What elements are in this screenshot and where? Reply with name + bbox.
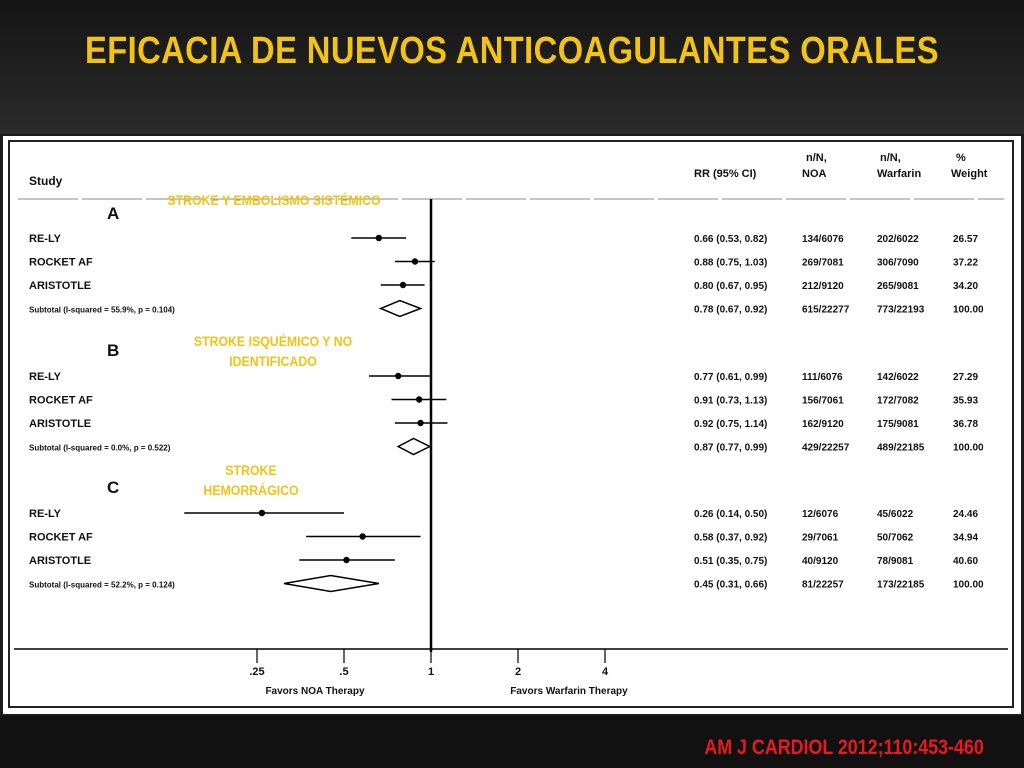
study-label: ARISTOTLE — [29, 280, 92, 292]
study-label: ARISTOTLE — [29, 418, 92, 430]
x-tick-label: 2 — [514, 666, 522, 678]
study-label: RE-LY — [29, 371, 61, 383]
noa-value: 29/7061 — [802, 532, 839, 544]
weight-value: 26.57 — [953, 234, 979, 245]
warfarin-value: 173/22185 — [877, 579, 925, 591]
rr-value: 0.58 (0.37, 0.92) — [694, 532, 768, 544]
weight-value: 100.00 — [953, 304, 984, 316]
overlay-label-b: STROKE ISQUÉMICO Y NO IDENTIFICADO — [193, 333, 353, 369]
weight-value: 37.22 — [953, 257, 979, 269]
header-study: Study — [29, 174, 63, 188]
weight-value: 36.78 — [953, 419, 979, 430]
header-noa-line1: n/N, — [806, 152, 827, 164]
subtotal-diamond — [284, 576, 379, 592]
subtotal-label: Subtotal (I-squared = 0.0%, p = 0.522) — [29, 443, 171, 453]
axis-caption-left: Favors NOA Therapy — [265, 686, 365, 697]
warfarin-value: 45/6022 — [877, 509, 914, 520]
point-estimate — [259, 510, 265, 516]
warfarin-value: 306/7090 — [877, 257, 919, 269]
warfarin-value: 489/22185 — [877, 442, 925, 454]
point-estimate — [395, 373, 401, 379]
noa-value: 162/9120 — [802, 419, 844, 430]
point-estimate — [359, 533, 365, 539]
study-label: RE-LY — [29, 508, 61, 520]
point-estimate — [343, 557, 349, 563]
rr-value: 0.51 (0.35, 0.75) — [694, 556, 768, 567]
weight-value: 40.60 — [953, 556, 979, 567]
point-estimate — [400, 282, 406, 288]
rr-value: 0.80 (0.67, 0.95) — [694, 281, 768, 292]
rr-value: 0.77 (0.61, 0.99) — [694, 372, 768, 383]
weight-value: 100.00 — [953, 442, 984, 454]
group-label-c: C — [107, 478, 120, 497]
rr-value: 0.26 (0.14, 0.50) — [694, 509, 768, 520]
noa-value: 12/6076 — [802, 509, 839, 520]
rr-value: 0.88 (0.75, 1.03) — [694, 257, 768, 269]
warfarin-value: 202/6022 — [877, 234, 919, 245]
subtotal-label: Subtotal (I-squared = 55.9%, p = 0.104) — [29, 305, 175, 315]
warfarin-value: 78/9081 — [877, 556, 914, 567]
header-warfarin-line1: n/N, — [880, 152, 901, 164]
rr-value: 0.66 (0.53, 0.82) — [694, 234, 768, 245]
header-weight-line2: Weight — [951, 168, 988, 180]
warfarin-value: 50/7062 — [877, 532, 914, 544]
group-label-b: B — [107, 341, 120, 360]
noa-value: 111/6076 — [802, 372, 843, 383]
study-label: ARISTOTLE — [29, 555, 92, 567]
citation: AM J CARDIOL 2012;110:453-460 — [704, 736, 984, 759]
rr-value: 0.87 (0.77, 0.99) — [694, 442, 768, 454]
weight-value: 34.20 — [953, 281, 979, 292]
study-label: RE-LY — [29, 233, 61, 245]
noa-value: 40/9120 — [802, 556, 839, 567]
subtotal-diamond — [381, 301, 421, 317]
study-label: ROCKET AF — [29, 531, 93, 544]
weight-value: 35.93 — [953, 395, 979, 407]
x-tick-label: .5 — [339, 666, 349, 678]
weight-value: 100.00 — [953, 579, 984, 591]
warfarin-value: 172/7082 — [877, 395, 919, 407]
study-label: ROCKET AF — [29, 394, 93, 407]
header-weight-line1: % — [956, 152, 966, 164]
weight-value: 34.94 — [953, 532, 979, 544]
x-tick-label: 1 — [427, 666, 435, 678]
point-estimate — [416, 396, 422, 402]
header-rr: RR (95% CI) — [694, 168, 757, 180]
slide-title: EFICACIA DE NUEVOS ANTICOAGULANTES ORALES — [84, 30, 940, 72]
rr-value: 0.91 (0.73, 1.13) — [694, 395, 768, 407]
warfarin-value: 773/22193 — [877, 304, 925, 316]
overlay-label-c: STROKE HEMORRÁGICO — [203, 462, 299, 498]
study-label: ROCKET AF — [29, 256, 93, 269]
warfarin-value: 175/9081 — [877, 419, 919, 430]
header-warfarin-line2: Warfarin — [877, 168, 922, 180]
weight-value: 24.46 — [953, 509, 979, 520]
weight-value: 27.29 — [953, 372, 979, 383]
axis-caption-right: Favors Warfarin Therapy — [510, 686, 628, 697]
point-estimate — [417, 420, 423, 426]
warfarin-value: 265/9081 — [877, 281, 919, 292]
warfarin-value: 142/6022 — [877, 372, 919, 383]
point-estimate — [376, 235, 382, 241]
point-estimate — [412, 258, 418, 264]
rr-value: 0.92 (0.75, 1.14) — [694, 419, 768, 430]
noa-value: 269/7081 — [802, 257, 844, 269]
subtotal-label: Subtotal (I-squared = 52.2%, p = 0.124) — [29, 580, 175, 590]
noa-value: 429/22257 — [802, 442, 850, 454]
rr-value: 0.45 (0.31, 0.66) — [694, 579, 768, 591]
group-label-a: A — [107, 204, 120, 223]
rr-value: 0.78 (0.67, 0.92) — [694, 304, 768, 316]
x-tick-label: .25 — [249, 666, 265, 678]
noa-value: 81/22257 — [802, 579, 844, 591]
noa-value: 212/9120 — [802, 281, 844, 292]
overlay-label-a: STROKE Y EMBOLISMO SISTÉMICO — [167, 192, 381, 208]
noa-value: 134/6076 — [802, 234, 844, 245]
header-noa-line2: NOA — [802, 168, 827, 180]
noa-value: 156/7061 — [802, 395, 844, 407]
x-tick-label: 4 — [601, 666, 609, 678]
noa-value: 615/22277 — [802, 304, 850, 316]
subtotal-diamond — [398, 439, 430, 455]
